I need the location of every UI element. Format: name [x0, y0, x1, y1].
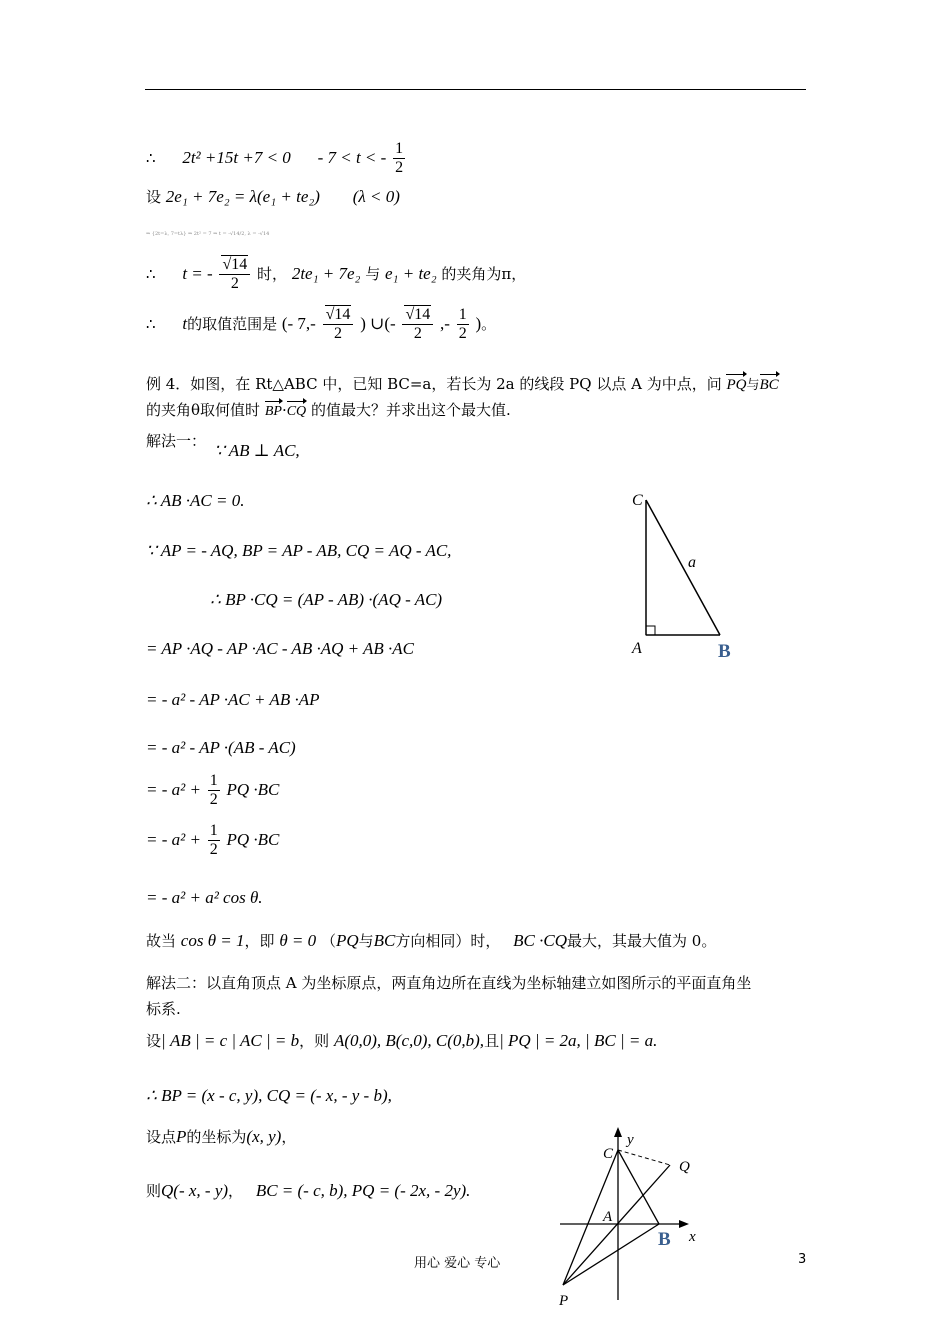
sqrt14-over-2: $\frac{√14}{2}$	[219, 256, 250, 294]
t-equals: t = -	[182, 263, 213, 283]
period: 。	[481, 314, 497, 333]
header-rule	[145, 89, 806, 90]
therefore-symbol: ∴	[146, 314, 156, 333]
vector-expr-2: e₁ + te₂	[385, 263, 437, 283]
label-c: C	[603, 1146, 614, 1162]
p-text-b: 的坐标为	[186, 1128, 247, 1146]
sqrt14-over-2-a: $\frac{√14}{2}$	[323, 306, 354, 344]
lambda-condition: (λ < 0)	[352, 187, 400, 206]
sqrt14-over-2-b: $\frac{√14}{2}$	[402, 306, 433, 344]
page-number: 3	[798, 1252, 807, 1267]
label-c: C	[632, 492, 643, 509]
bc-dot-cq: BC ·CQ	[513, 931, 568, 950]
triangle-figure	[610, 485, 760, 665]
solution-1-label	[146, 432, 206, 452]
half-fraction: $\frac{1}{2}$	[458, 306, 467, 343]
ze-word: ，则	[299, 1032, 330, 1050]
segment-qp	[563, 1165, 670, 1285]
sol1-step-8	[146, 772, 279, 810]
label-p: P	[559, 1293, 569, 1309]
quadratic-inequality: 2t² +15t +7 < 0	[182, 147, 291, 167]
tiny-derivation-text: ⇒ {2t=λ, 7=tλ} ⇒ 2t² = 7 ⇒ t = -√14/2, λ = -√14	[146, 231, 270, 237]
range-part-1: (- 7,-	[281, 313, 316, 333]
example-4-text: 例 4．如图，在 Rt△ABC 中，已知 BC=a，若长为 2a 的线段 PQ 以点 A 为中点，问	[146, 375, 722, 393]
example-4-question: 的值最大？并求出这个最大值.	[310, 401, 511, 419]
yu-word: 与	[358, 932, 374, 950]
p-text-a: 设点	[146, 1128, 177, 1146]
step-8-prefix: = - a² +	[146, 779, 201, 799]
therefore-symbol: ∴	[146, 148, 156, 167]
cos-theta-eq: cos θ = 1	[180, 931, 245, 950]
yu-word: 与	[746, 378, 760, 393]
qie-word: 且	[484, 1032, 500, 1050]
vector-pq: PQ	[335, 931, 359, 950]
sol1-step-5: = AP ·AQ - AP ·AC - AB ·AQ + AB ·AC	[146, 639, 415, 658]
solution-2-line-1: 解法二：以直角顶点 A 为坐标原点，两直角边所在直线为坐标轴建立如图所示的平面直角坐	[146, 974, 752, 992]
sol1-step-10: = - a² + a² cos θ.	[146, 888, 263, 907]
inequality-line	[146, 140, 407, 178]
conclusion-line	[146, 930, 716, 952]
vector-equation-line	[146, 186, 400, 208]
sol2-setup-line	[146, 1030, 657, 1052]
right-angle-mark	[646, 626, 655, 635]
label-b: B	[718, 641, 731, 662]
sol1-step-4: ∴ BP ·CQ = (AP - AB) ·(AQ - AC)	[210, 590, 443, 609]
q-coords: Q(- x, - y)	[161, 1181, 229, 1200]
sol2-bp-cq: ∴ BP = (x - c, y), CQ = (- x, - y - b),	[146, 1086, 392, 1105]
dot-op: ·	[281, 401, 287, 419]
coordinate-figure	[555, 1125, 715, 1315]
label-a: A	[603, 1209, 613, 1225]
ze-word: 则	[146, 1182, 162, 1200]
range-part-4: )	[475, 313, 482, 333]
step-9-prefix: = - a² +	[146, 829, 201, 849]
sol1-step-9	[146, 822, 279, 860]
pq-bc-lengths: | PQ | = 2a, | BC | = a.	[499, 1031, 658, 1050]
vector-bc: BC	[760, 376, 779, 396]
vector-bc: BC	[373, 931, 396, 950]
point-p: P	[176, 1127, 187, 1146]
solution-1-label-text: 解法一：	[146, 432, 207, 450]
angle-pi-text: 的夹角为π，	[441, 264, 527, 283]
shi-word: 时，	[257, 264, 288, 283]
solution-2-line-2: 标系.	[146, 1000, 181, 1018]
side-bc	[646, 500, 720, 635]
sol1-step-2: ∴ AB ·AC = 0.	[146, 491, 245, 510]
label-x: x	[689, 1229, 696, 1245]
comma: ，	[281, 1128, 297, 1146]
she-word: 设	[146, 188, 162, 206]
yu-word: 与	[365, 264, 381, 283]
label-q: Q	[679, 1159, 690, 1175]
t-range-line	[146, 306, 496, 344]
range-text: 的取值范围是	[187, 314, 278, 333]
concl-text-b: ，即	[244, 932, 275, 950]
example-4-line-2	[146, 401, 511, 421]
concl-text-e: 最大，其最大值为 0。	[567, 932, 717, 950]
example-4-text-2: 的夹角θ取何值时	[146, 401, 261, 419]
vector-cq: CQ	[287, 403, 306, 421]
footer-slogan: 用心 爱心 专心	[414, 1256, 501, 1271]
sol1-step-3: ∵ AP = - AQ, BP = AP - AB, CQ = AQ - AC,	[146, 541, 452, 560]
comma: ，	[228, 1182, 244, 1200]
label-y: y	[627, 1132, 634, 1148]
vector-expr-1: 2te₁ + 7e₂	[291, 263, 361, 283]
bc-pq-vectors: BC = (- c, b), PQ = (- 2x, - 2y).	[255, 1181, 471, 1200]
half-fraction: $\frac{1}{2}$	[209, 772, 218, 809]
p-xy: (x, y)	[246, 1127, 282, 1146]
segment-pb	[563, 1224, 659, 1285]
example-4-line-1	[146, 375, 779, 396]
t-variable: t	[182, 313, 188, 333]
sol2-p-coords	[146, 1126, 296, 1148]
x-axis-arrow	[679, 1220, 689, 1228]
step-8-suffix: PQ ·BC	[226, 779, 280, 799]
range-part-3: ,-	[440, 313, 450, 333]
vector-equation: 2e₁ + 7e₂ = λ(e₁ + te₂)	[165, 187, 320, 206]
half-fraction: $\frac{1}{2}$	[209, 822, 218, 859]
step-9-suffix: PQ ·BC	[226, 829, 280, 849]
vector-bp: BP	[265, 403, 282, 421]
ab-ac-lengths: | AB | = c | AC | = b	[161, 1031, 300, 1050]
theta-eq: θ = 0	[279, 931, 317, 950]
y-axis-arrow	[614, 1127, 622, 1137]
concl-text-d: 方向相同）时，	[395, 932, 501, 950]
half-fraction: $\frac{1}{2}$	[395, 140, 404, 177]
segment-cb	[618, 1150, 659, 1224]
point-coordinates: A(0,0), B(c,0), C(0,b),	[333, 1031, 485, 1050]
sol2-q-coords	[146, 1180, 470, 1202]
tiny-derivation	[146, 231, 269, 238]
sol1-step-7: = - a² - AP ·(AB - AC)	[146, 738, 296, 757]
t-range-text: - 7 < t < -	[317, 147, 387, 167]
label-a: A	[632, 640, 642, 657]
sol1-step-6: = - a² - AP ·AC + AB ·AP	[146, 690, 320, 709]
vector-pq: PQ	[726, 376, 746, 396]
range-part-2: ) ∪(-	[360, 313, 396, 333]
angle-pi-line	[146, 256, 526, 294]
she-word: 设	[146, 1032, 162, 1050]
concl-paren: （	[320, 932, 336, 950]
sol1-step-1: ∵ AB ⊥ AC,	[214, 441, 300, 460]
therefore-symbol: ∴	[146, 264, 156, 283]
label-side-a: a	[688, 554, 696, 571]
concl-text-a: 故当	[146, 932, 177, 950]
label-b: B	[658, 1229, 671, 1250]
